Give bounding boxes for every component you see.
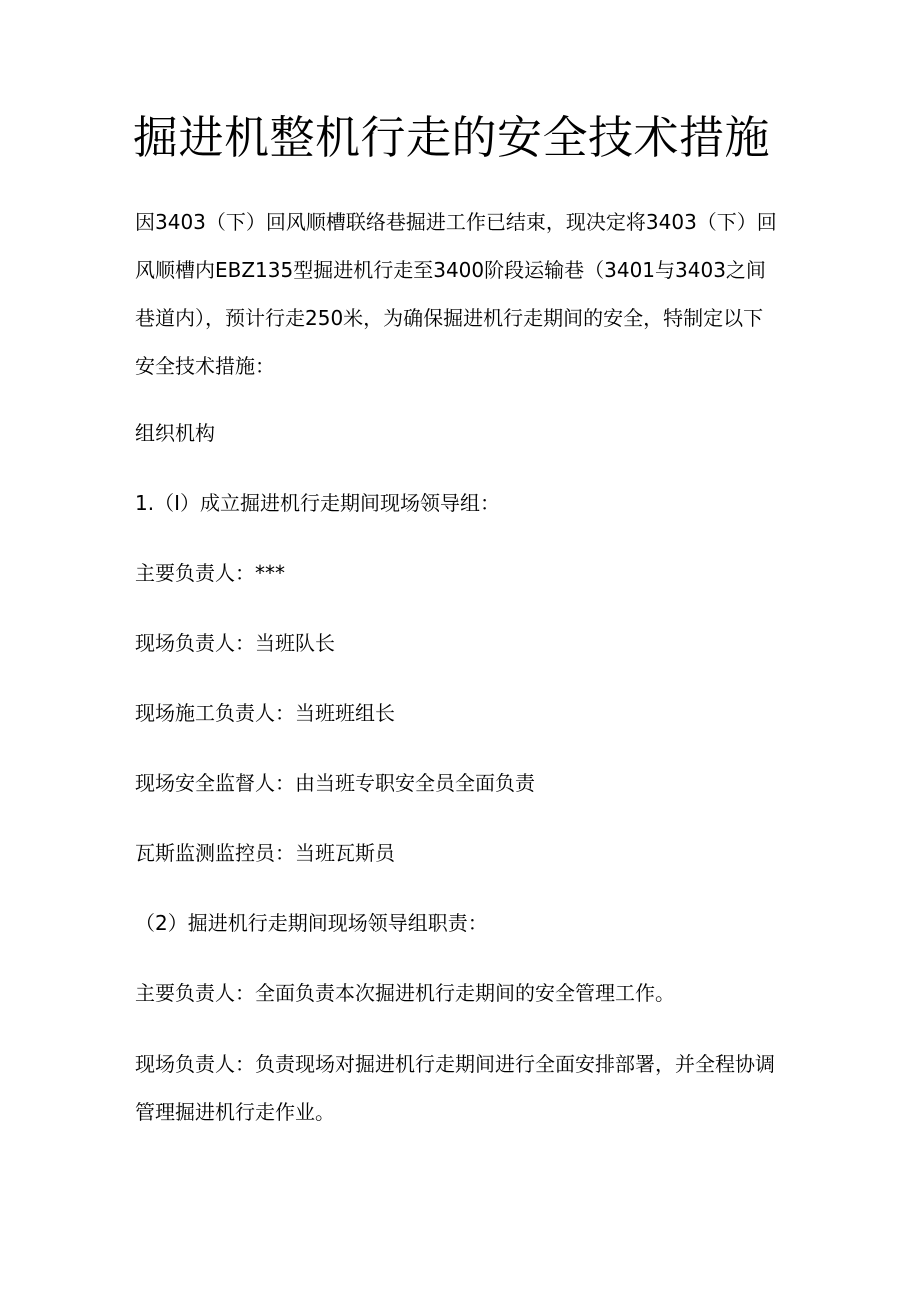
section-heading: 组织机构 [135,421,215,445]
intro-line: 因3403（下）回风顺槽联络巷掘进工作已结束，现决定将3403（下）回 [135,210,777,234]
intro-line: 风顺槽内EBZ135型掘进机行走至3400阶段运输巷（3401与3403之间 [135,258,766,282]
subsection-heading-2: （2）掘进机行走期间现场领导组职责： [135,911,488,935]
duty-line: 管理掘进机行走作业。 [135,1100,335,1124]
intro-line: 巷道内），预计行走250米，为确保掘进机行走期间的安全，特制定以下 [135,306,764,330]
member-item: 瓦斯监测监控员：当班瓦斯员 [135,841,395,865]
document-title: 掘进机整机行走的安全技术措施 [133,111,771,164]
subsection-heading-1: 1.（I）成立掘进机行走期间现场领导组： [135,491,500,515]
duty-item [135,1040,795,1136]
intro-line: 安全技术措施： [135,354,275,378]
member-item: 主要负责人：*** [135,561,285,585]
duty-line: 现场负责人：负责现场对掘进机行走期间进行全面安排部署，并全程协调 [135,1052,775,1076]
duty-item: 主要负责人：全面负责本次掘进机行走期间的安全管理工作。 [135,981,675,1005]
member-item: 现场施工负责人：当班班组长 [135,701,395,725]
member-item: 现场负责人：当班队长 [135,631,335,655]
member-item: 现场安全监督人：由当班专职安全员全面负责 [135,771,535,795]
intro-paragraph [135,198,795,390]
